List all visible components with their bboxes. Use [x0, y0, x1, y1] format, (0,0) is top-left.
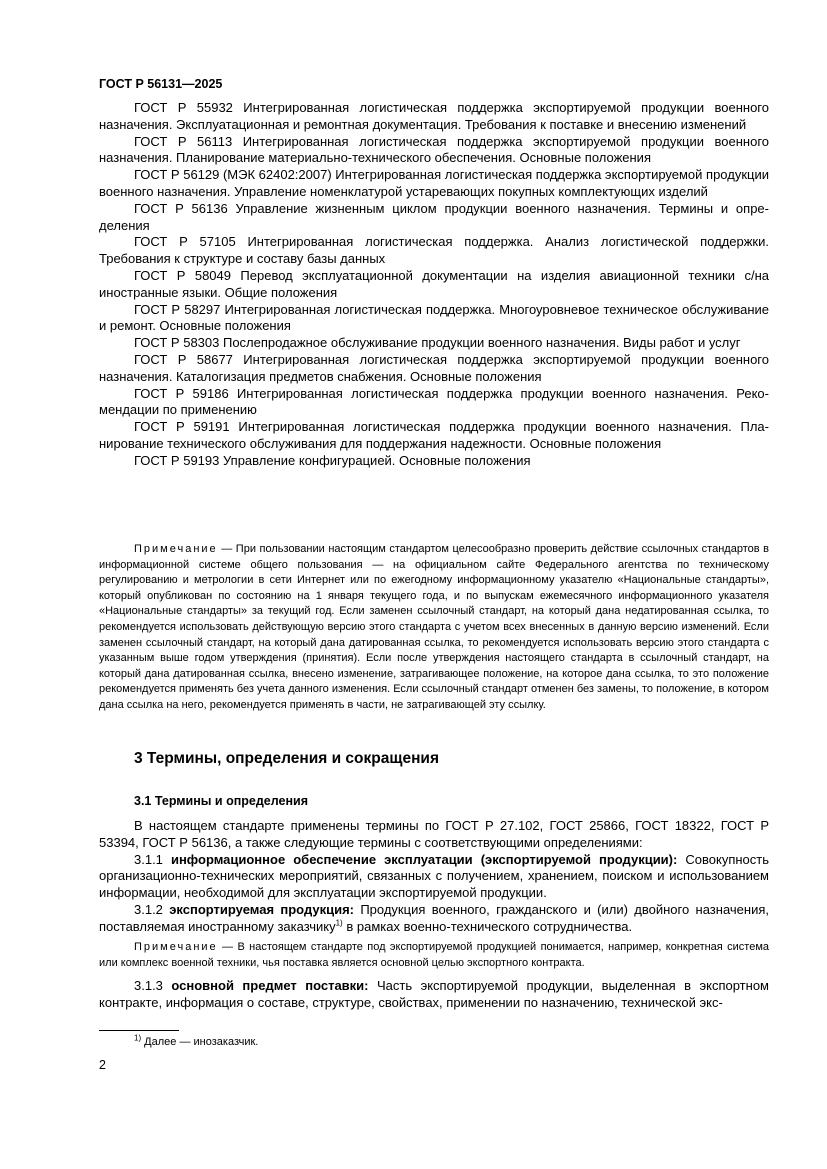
term-definition: Часть экспортируемой продукции, выделенная в экспортном контракте, информация о составе, структуре, свойствах, применении по назначению, технической экс-	[99, 978, 769, 1010]
reference-item: ГОСТ Р 58303 Послепродажное обслуживание продукции военного назначения. Виды работ и услуг	[134, 335, 741, 351]
term-3-1-1	[99, 852, 769, 902]
reference-item: ГОСТ Р 56136 Управление жизненным циклом продукции военного назначения. Термины и определения	[99, 200, 769, 233]
reference-item: ГОСТ Р 59191 Интегрированная логистическая поддержка продукции военного назначения. Планирование технического обслуживания для поддержания надежности. Основные положения	[99, 419, 769, 451]
term-name: информационное обеспечение эксплуатации (экспортируемой продукции):	[170, 851, 678, 867]
footnote-ref: 1)	[335, 918, 343, 928]
footnote-mark: 1)	[134, 1033, 142, 1043]
term-name: экспортируемая продукция:	[169, 901, 354, 917]
term-definition-tail: в рамках военно-технического сотрудничества.	[342, 918, 633, 934]
document-header: ГОСТ Р 56131—2025	[99, 77, 223, 91]
terms-body-continued	[99, 978, 769, 1012]
term-3-1-2	[99, 902, 769, 936]
footnote-separator	[99, 1030, 179, 1031]
term-name: основной предмет поставки:	[171, 978, 369, 993]
note-text: — В настоящем стандарте под экспортируемой продукцией понимается, например, конкретная система или комплекс военной техники, чья поставка является основной целью экспортного контракта.	[99, 941, 769, 969]
note-label: Примечание	[134, 543, 218, 555]
term-definition: Продукция военного, гражданского и (или) двойного назначения, поставляемая иностранному заказчику	[99, 901, 769, 934]
term-number: 3.1.2	[134, 901, 170, 917]
reference-item: ГОСТ Р 55932 Интегрированная логистическая поддержка экспортируемой продукции военного назначения. Эксплуатационная и ремонтная документация. Требования к поставке и внесению изменений	[99, 100, 769, 132]
reference-item: ГОСТ Р 57105 Интегрированная логистическая поддержка. Анализ логистической поддержки. Требования к структуре и составу базы данных	[99, 234, 769, 267]
footnote	[134, 1033, 259, 1048]
term-definition: Совокупность организационно-технических мероприятий, связанных с получением, хранением, поиском и использованием информации, необходимой для эксплуатации экспортируемой продукции.	[99, 851, 769, 901]
term-number: 3.1.1	[134, 851, 171, 867]
terms-intro: В настоящем стандарте применены термины по ГОСТ Р 27.102, ГОСТ 25866, ГОСТ 18322, ГОСТ Р 53394, ГОСТ Р 56136, а также следующие термины с соответствующими определениями:	[99, 818, 769, 850]
normative-references-list	[99, 100, 769, 470]
term-3-1-3	[99, 978, 769, 1012]
reference-item: ГОСТ Р 58049 Перевод эксплуатационной документации на изделия авиационной техники с/на иностранные языки. Общие положения	[99, 267, 769, 300]
reference-item: ГОСТ Р 56113 Интегрированная логистическая поддержка экспортируемой продукции военного назначения. Планирование материально-технического обеспечения. Основные положения	[99, 133, 769, 166]
term-note	[99, 940, 769, 971]
note-text: — При пользовании настоящим стандартом целесообразно проверить действие ссылочных стандартов в информационной системе общего пользования — на официальном сайте Федерального агентства по техническому регулированию и метрологии в сети Интернет или по ежегодному информационному указателю «Национальные стандарты», который опубликован по состоянию на 1 января текущего года, и по выпускам ежемесячного информационного указателя «Национальные стандарты» за текущий год. Если заменен ссылочный стандарт, на который дана недатированная ссылка, то рекомендуется использовать действующую версию этого стандарта с учетом всех внесенных в данную версию изменений. Если заменен ссылочный стандарт, на который дана датированная ссылка, то рекомендуется использовать версию этого стандарта с указанным выше годом утверждения (принятия). Если после утверждения настоящего стандарта в ссылочный стандарт, на который дана датированная ссылка, внесено изменение, затрагивающее положение, на которое дана ссылка, то это положение рекомендуется применять без учета данного изменения. Если ссылочный стандарт отменен без замены, то положение, в котором дана ссылка на него, рекомендуется применять в части, не затрагивающей эту ссылку.	[99, 543, 769, 711]
page-number: 2	[99, 1058, 106, 1072]
references-note	[99, 542, 769, 714]
reference-item: ГОСТ Р 59186 Интегрированная логистическая поддержка продукции военного назначения. Рекомендации по применению	[99, 385, 769, 418]
note-label: Примечание	[134, 941, 218, 953]
term-number: 3.1.3	[134, 978, 172, 993]
section-heading: 3 Термины, определения и сокращения	[134, 750, 439, 767]
footnote-text: Далее — инозаказчик.	[141, 1036, 259, 1048]
reference-item: ГОСТ Р 58677 Интегрированная логистическая поддержка экспортируемой продукции военного назначения. Каталогизация предметов снабжения. Основные положения	[99, 351, 769, 384]
reference-item: ГОСТ Р 58297 Интегрированная логистическая поддержка. Многоуровневое техническое обслуживание и ремонт. Основные положения	[99, 301, 769, 334]
reference-item: ГОСТ Р 56129 (МЭК 62402:2007) Интегрированная логистическая поддержка экспортируемой продукции военного назначения. Управление номенклатурой устаревающих покупных комплектующих изделий	[99, 167, 769, 199]
terms-body	[99, 818, 769, 936]
subsection-heading: 3.1 Термины и определения	[134, 794, 308, 808]
reference-item: ГОСТ Р 59193 Управление конфигурацией. Основные положения	[134, 452, 531, 468]
